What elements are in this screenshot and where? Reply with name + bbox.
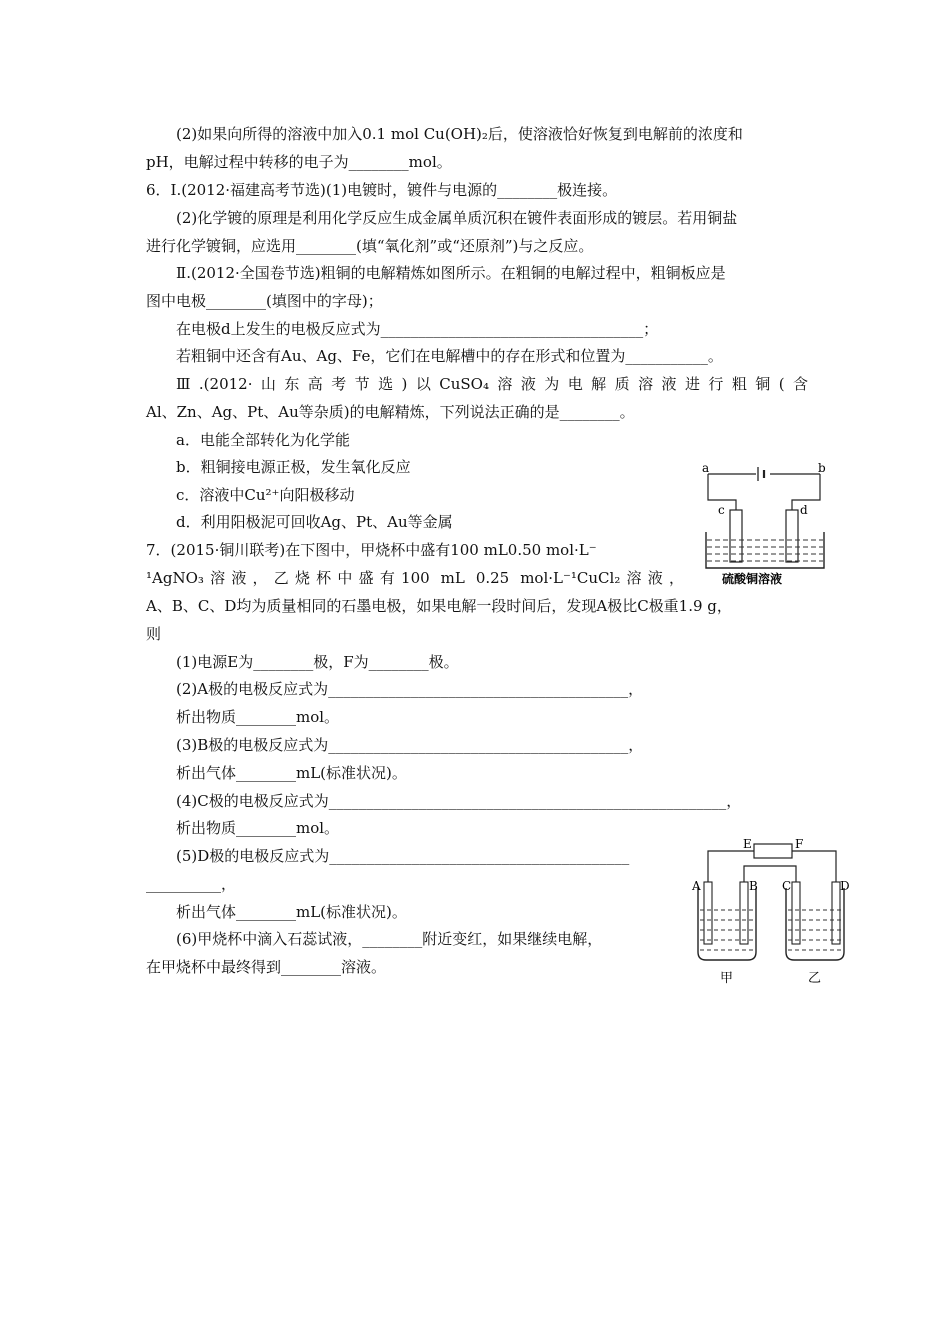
text-line: (5)D极的电极反应式为________________________________________ bbox=[176, 847, 630, 865]
label-d: d bbox=[800, 503, 808, 517]
text-line: (2)如果向所得的溶液中加入0.1 mol Cu(OH)₂后，使溶液恰好恢复到电解前的浓度和 bbox=[176, 125, 743, 143]
label-b: b bbox=[818, 461, 826, 475]
text-line: pH，电解过程中转移的电子为________mol。 bbox=[146, 153, 452, 171]
option-c: c．溶液中Cu²⁺向阳极移动 bbox=[176, 486, 355, 504]
text-line: __________， bbox=[146, 875, 237, 893]
label-D: D bbox=[840, 879, 850, 893]
text-line: Ⅲ.(2012·山东高考节选)以CuSO₄溶液为电解质溶液进行粗铜(含 bbox=[176, 375, 808, 393]
text-line: 在电极d上发生的电极反应式为___________________________________； bbox=[176, 320, 659, 338]
text-line: 析出物质________mol。 bbox=[176, 819, 340, 837]
label-f: F bbox=[795, 837, 804, 851]
question-7-heading: 7．(2015·铜川联考)在下图中，甲烧杯中盛有100 mL0.50 mol·L⁻ bbox=[146, 541, 597, 559]
text-line: A、B、C、D均为质量相同的石墨电极，如果电解一段时间后，发现A极比C极重1.9 g， bbox=[146, 597, 732, 615]
label-a: a bbox=[702, 461, 710, 475]
text-line: (6)甲烧杯中滴入石蕊试液，________附近变红，如果继续电解， bbox=[176, 930, 603, 948]
beaker-left-label: 甲 bbox=[720, 971, 734, 986]
question-6-heading: 6．Ⅰ.(2012·福建高考节选)(1)电镀时，镀件与电源的________极连接。 bbox=[146, 181, 618, 199]
text-line: 析出气体________mL(标准状况)。 bbox=[176, 764, 407, 782]
text-line: 图中电极________(填图中的字母)； bbox=[146, 292, 383, 310]
text-line: (1)电源E为________极，F为________极。 bbox=[176, 653, 459, 671]
figure-caption: 硫酸铜溶液 bbox=[722, 572, 783, 586]
text-line: Al、Zn、Ag、Pt、Au等杂质)的电解精炼，下列说法正确的是________。 bbox=[146, 403, 635, 421]
beaker-right-label: 乙 bbox=[808, 971, 822, 986]
option-a: a．电能全部转化为化学能 bbox=[176, 431, 350, 449]
option-d: d．利用阳极泥可回收Ag、Pt、Au等金属 bbox=[176, 513, 453, 531]
text-line: 析出物质________mol。 bbox=[176, 708, 340, 726]
electrolysis-figure-beakers bbox=[690, 836, 860, 988]
text-line: 进行化学镀铜，应选用________(填“氧化剂”或“还原剂”)与之反应。 bbox=[146, 237, 594, 255]
text-line: 若粗铜中还含有Au、Ag、Fe，它们在电解槽中的存在形式和位置为___________。 bbox=[176, 347, 723, 365]
label-C: C bbox=[782, 879, 792, 893]
text-line: 在甲烧杯中最终得到________溶液。 bbox=[146, 958, 387, 976]
text-line: (3)B极的电极反应式为________________________________________， bbox=[176, 736, 644, 754]
label-B: B bbox=[749, 879, 758, 893]
label-A: A bbox=[692, 879, 701, 893]
option-b: b．粗铜接电源正极，发生氧化反应 bbox=[176, 458, 411, 476]
text-line: (2)化学镀的原理是利用化学反应生成金属单质沉积在镀件表面形成的镀层。若用铜盐 bbox=[176, 209, 738, 227]
text-line: 析出气体________mL(标准状况)。 bbox=[176, 903, 407, 921]
text-line: Ⅱ.(2012·全国卷节选)粗铜的电解精炼如图所示。在粗铜的电解过程中，粗铜板应是 bbox=[176, 264, 726, 282]
label-c: c bbox=[718, 503, 725, 517]
text-line: ¹AgNO₃溶液，乙烧杯中盛有100 mL 0.25 mol·L⁻¹CuCl₂溶液， bbox=[146, 569, 684, 587]
text-line: (4)C极的电极反应式为_____________________________________________________， bbox=[176, 792, 742, 810]
electrolysis-figure-copper bbox=[700, 460, 830, 588]
text-line: (2)A极的电极反应式为________________________________________， bbox=[176, 680, 644, 698]
text-line: 则 bbox=[146, 625, 162, 643]
label-e: E bbox=[743, 837, 752, 851]
